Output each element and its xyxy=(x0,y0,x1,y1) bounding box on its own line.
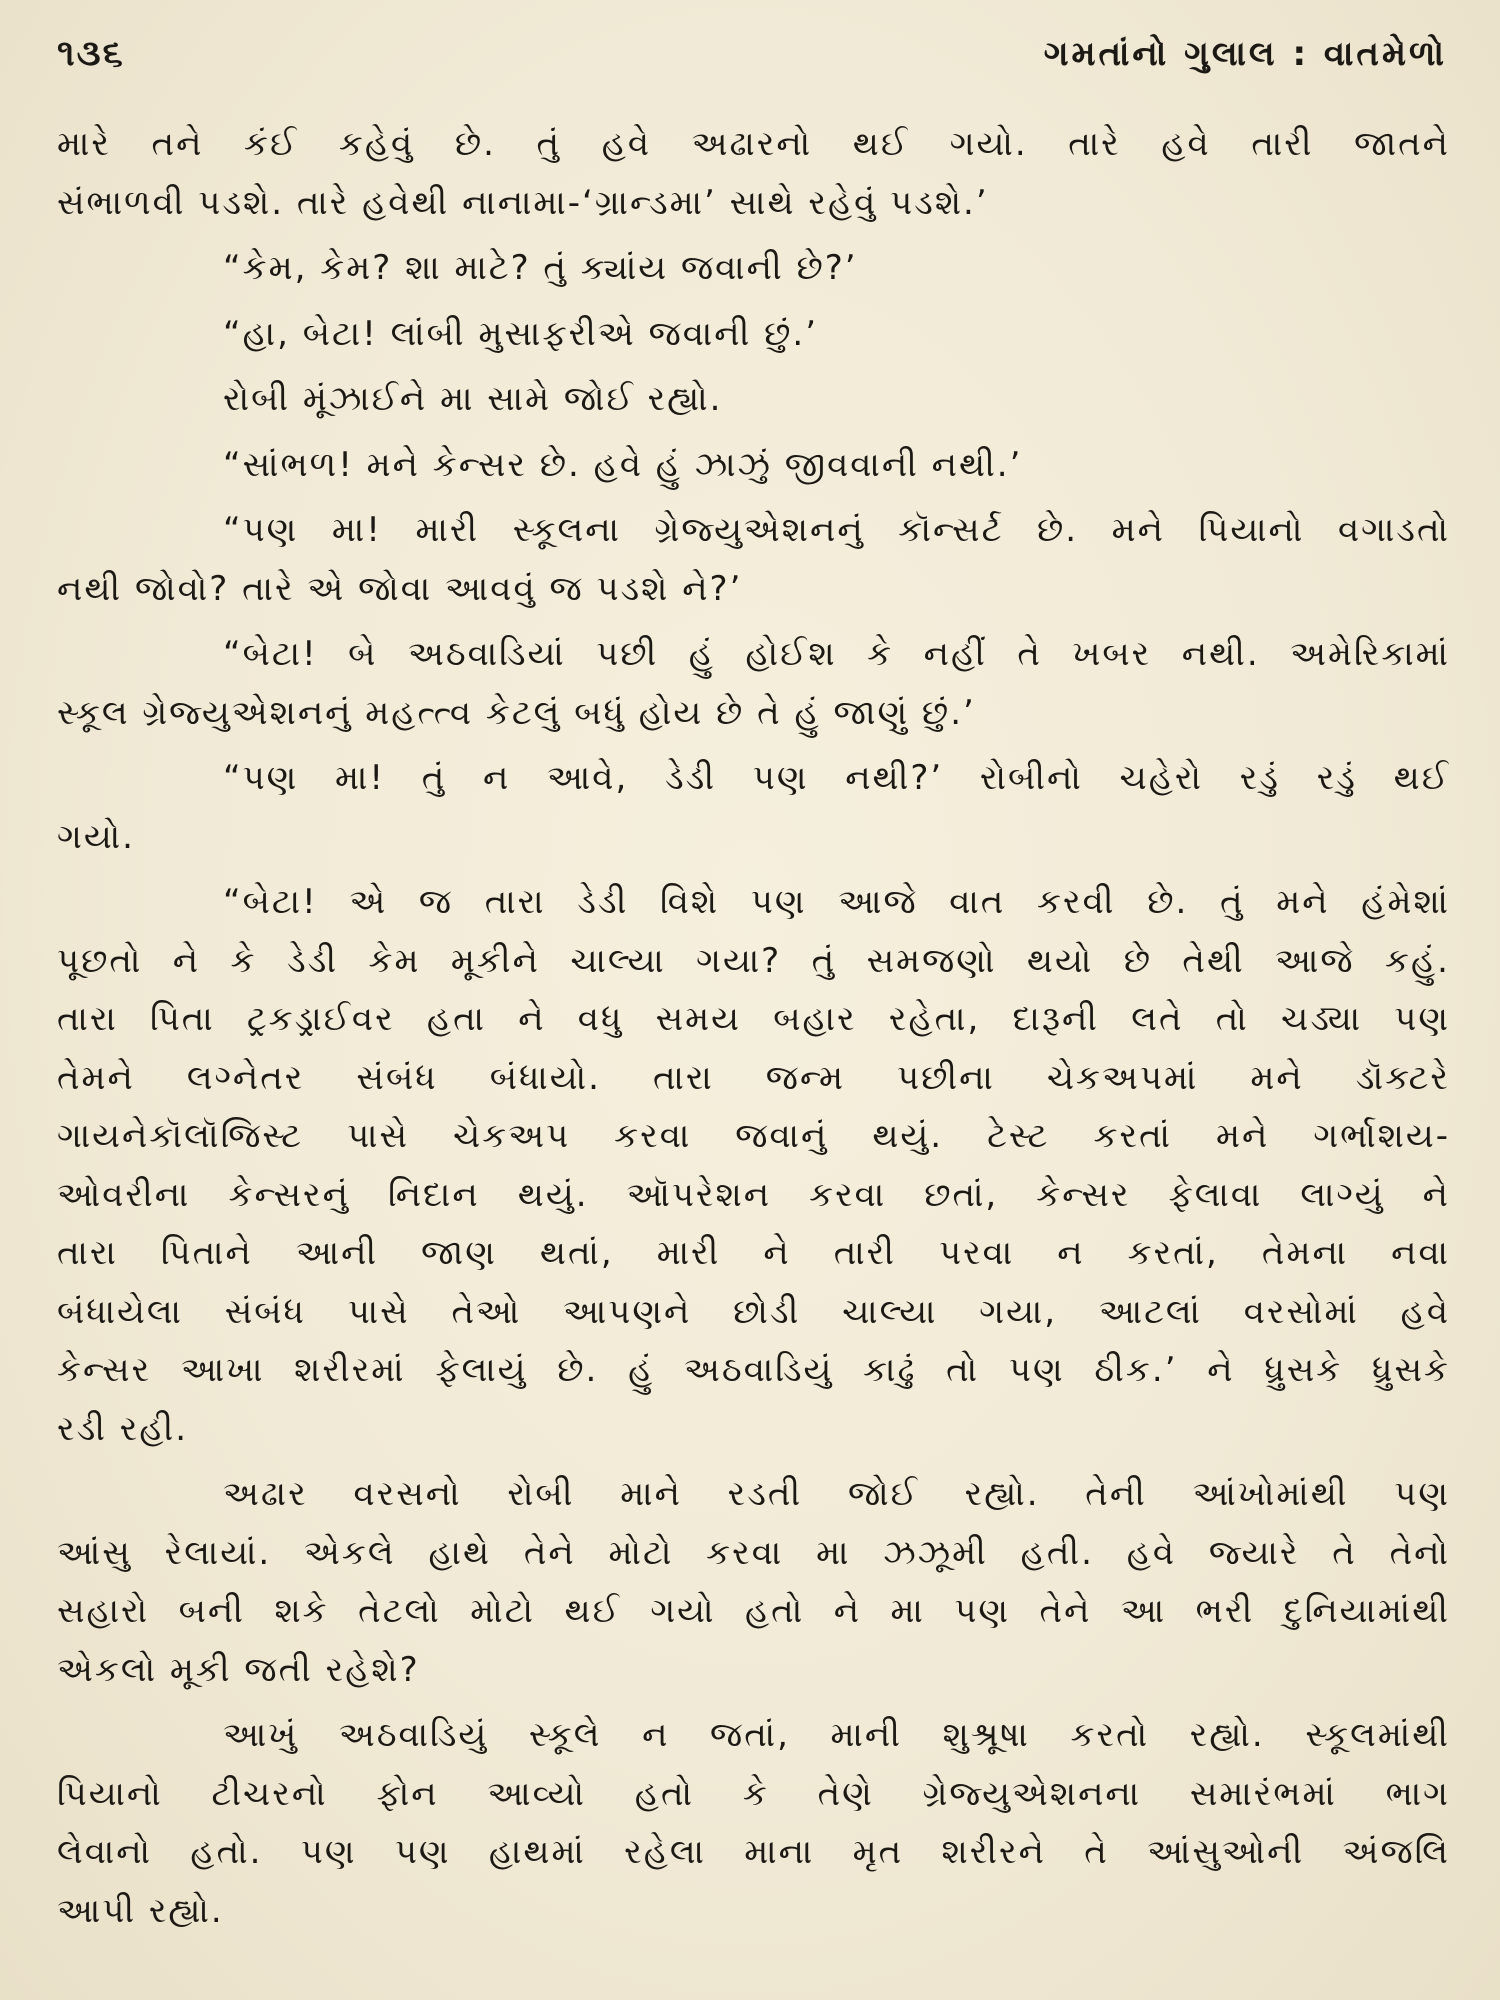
paragraph xyxy=(57,436,1450,495)
text-line: રડી રહી. xyxy=(57,1408,189,1449)
text-line: “બેટા! બે અઠવાડિયાં પછી હું હોઈશ કે નહીં તે ખબર નથી. અમેરિકામાં xyxy=(223,634,1450,674)
text-line: “કેમ, કેમ? શા માટે? તું ક્યાંય જવાની છે?’ xyxy=(223,248,858,288)
text-line: એકલો મૂકી જતી રહેશે? xyxy=(57,1649,420,1690)
text-line: તારા પિતાને આની જાણ થતાં, મારી ને તારી પરવા ન કરતાં, તેમના નવા xyxy=(57,1233,1450,1273)
paragraph xyxy=(57,1465,1450,1699)
page-header xyxy=(57,28,1447,80)
text-line: સંભાળવી પડશે. તારે હવેથી નાનામા-‘ગ્રાન્ડમા’ સાથે રહેવું પડશે.’ xyxy=(57,182,989,223)
text-line: કેન્સર આખા શરીરમાં ફેલાયું છે. હું અઠવાડિયું કાઢું તો પણ ઠીક.’ ને ધ્રુસકે ધ્રુસકે xyxy=(57,1350,1450,1390)
running-title: ગમતાંનો ગુલાલ : વાતમેળો xyxy=(1043,34,1447,74)
page-number: ૧૩૬ xyxy=(57,33,125,74)
text-line: “સાંભળ! મને કેન્સર છે. હવે હું ઝાઝું જીવવાની નથી.’ xyxy=(223,444,1023,485)
text-line: આખું અઠવાડિયું સ્કૂલે ન જતાં, માની શુશ્રૂષા કરતો રહ્યો. સ્કૂલમાંથી xyxy=(223,1715,1450,1755)
paragraph xyxy=(57,239,1450,298)
text-line: રોબી મૂંઝાઈને મા સામે જોઈ રહ્યો. xyxy=(223,379,723,419)
text-line: તેમને લગ્નેતર સંબંધ બંધાયો. તારા જન્મ પછીના ચેકઅપમાં મને ડૉક્ટરે xyxy=(57,1057,1450,1098)
paragraph xyxy=(57,370,1450,429)
text-line: “પણ મા! મારી સ્કૂલના ગ્રેજ્યુએશનનું કૉન્સર્ટ છે. મને પિયાનો વગાડતો xyxy=(223,510,1450,550)
text-line: ઓવરીના કેન્સરનું નિદાન થયું. ઑપરેશન કરવા છતાં, કેન્સર ફેલાવા લાગ્યું ને xyxy=(57,1174,1450,1215)
text-line: નથી જોવો? તારે એ જોવા આવવું જ પડશે ને?’ xyxy=(57,568,743,609)
paragraph xyxy=(57,873,1450,1458)
paragraph xyxy=(57,1706,1450,1940)
text-line: ગયો. xyxy=(57,816,135,857)
paragraph xyxy=(57,115,1450,232)
text-line: ગાયનેકૉલૉજિસ્ટ પાસે ચેકઅપ કરવા જવાનું થયું. ટેસ્ટ કરતાં મને ગર્ભાશય- xyxy=(57,1116,1450,1156)
text-line: “હા, બેટા! લાંબી મુસાફરીએ જવાની છું.’ xyxy=(223,313,819,354)
paragraph xyxy=(57,749,1450,866)
text-line: આપી રહ્યો. xyxy=(57,1890,224,1931)
text-line: પિયાનો ટીચરનો ફોન આવ્યો હતો કે તેણે ગ્રેજ્યુએશનના સમારંભમાં ભાગ xyxy=(57,1773,1450,1814)
text-line: “બેટા! એ જ તારા ડેડી વિશે પણ આજે વાત કરવી છે. તું મને હંમેશાં xyxy=(223,882,1450,922)
text-line: “પણ મા! તું ન આવે, ડેડી પણ નથી?’ રોબીનો ચહેરો રડું રડું થઈ xyxy=(223,758,1450,798)
text-line: સ્કૂલ ગ્રેજ્યુએશનનું મહત્ત્વ કેટલું બધું હોય છે તે હું જાણું છું.’ xyxy=(57,692,976,733)
text-line: તારા પિતા ટ્રકડ્રાઈવર હતા ને વધુ સમય બહાર રહેતા, દારૂની લતે તો ચડ્યા પણ xyxy=(57,999,1450,1039)
text-line: સહારો બની શકે તેટલો મોટો થઈ ગયો હતો ને મા પણ તેને આ ભરી દુનિયામાંથી xyxy=(57,1591,1450,1631)
page-body xyxy=(57,115,1450,1947)
text-line: બંધાયેલા સંબંધ પાસે તેઓ આપણને છોડી ચાલ્યા ગયા, આટલાં વરસોમાં હવે xyxy=(57,1291,1450,1332)
text-line: અઢાર વરસનો રોબી માને રડતી જોઈ રહ્યો. તેની આંખોમાંથી પણ xyxy=(223,1474,1450,1514)
paragraph xyxy=(57,501,1450,618)
text-line: મારે તને કંઈ કહેવું છે. તું હવે અઢારનો થઈ ગયો. તારે હવે તારી જાતને xyxy=(57,124,1450,164)
text-line: પૂછતો ને કે ડેડી કેમ મૂકીને ચાલ્યા ગયા? તું સમજણો થયો છે તેથી આજે કહું. xyxy=(57,940,1450,981)
text-line: આંસુ રેલાયાં. એકલે હાથે તેને મોટો કરવા મા ઝઝૂમી હતી. હવે જ્યારે તે તેનો xyxy=(57,1532,1450,1573)
paragraph xyxy=(57,625,1450,742)
text-line: લેવાનો હતો. પણ પણ હાથમાં રહેલા માના મૃત શરીરને તે આંસુઓની અંજલિ xyxy=(57,1832,1450,1872)
paragraph xyxy=(57,305,1450,364)
